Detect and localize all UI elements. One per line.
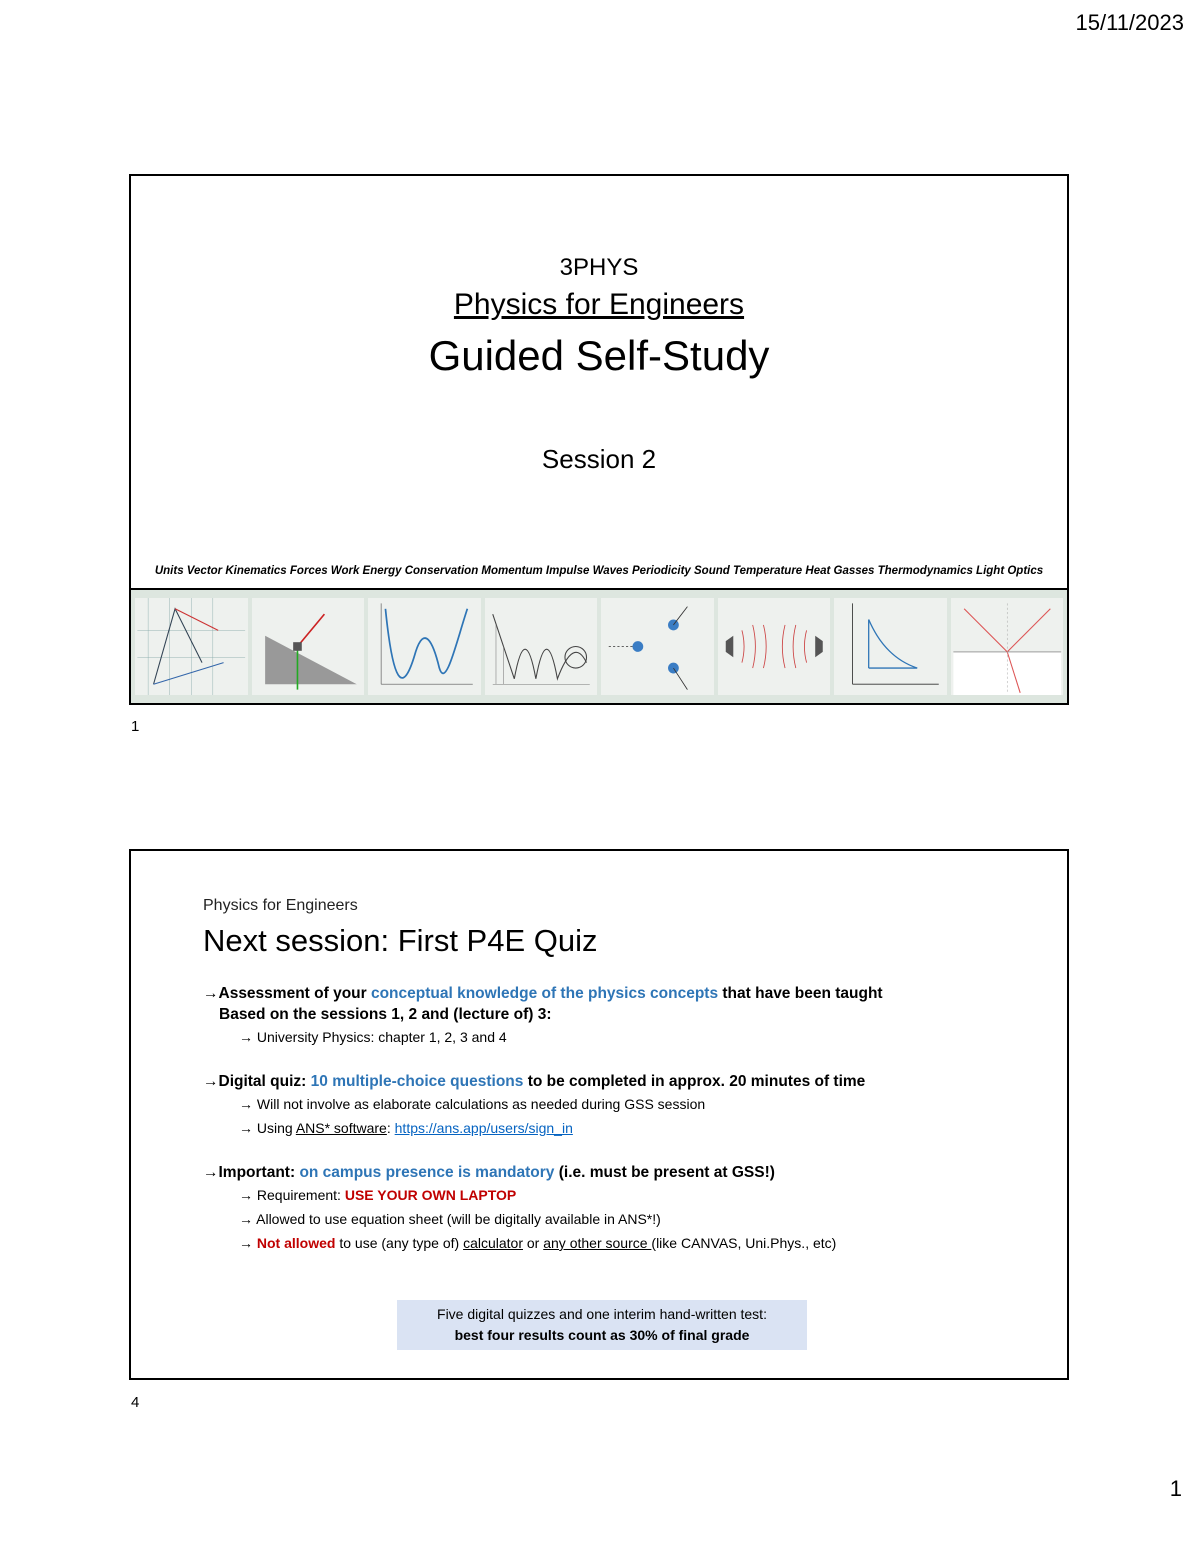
ans-sign-in-link[interactable]: https://ans.app/users/sign_in <box>394 1120 573 1136</box>
roller-coaster-diagram-image <box>485 598 598 695</box>
potential-energy-graph-image <box>368 598 481 695</box>
slide-title: Guided Self-Study <box>428 332 770 379</box>
slide-title: Next session: First P4E Quiz <box>203 923 598 958</box>
collision-diagram-image <box>601 598 714 695</box>
sub-bullet-ans-software: → Using ANS* software: https://ans.app/users/sign_in <box>239 1120 573 1136</box>
bullet-important: →Important: on campus presence is mandatory (i.e. must be present at GSS!) <box>203 1164 775 1181</box>
slide-2 <box>129 849 1069 1380</box>
grading-note-line-2: best four results count as 30% of final grade <box>454 1327 750 1343</box>
sound-wave-diagram-image <box>718 598 831 695</box>
print-date: 15/11/2023 <box>1075 10 1184 35</box>
sub-bullet-equation-sheet: → Allowed to use equation sheet (will be digitally available in ANS*!) <box>239 1211 661 1227</box>
illustration-strip <box>131 588 1067 703</box>
sub-bullet-chapters: → University Physics: chapter 1, 2, 3 and 4 <box>239 1029 507 1045</box>
grading-note-line-1: Five digital quizzes and one interim hand-written test: <box>437 1306 767 1322</box>
incline-force-diagram-image <box>252 598 365 695</box>
grading-note <box>397 1300 807 1350</box>
sub-bullet-not-allowed: → Not allowed to use (any type of) calculator or any other source (like CANVAS, Uni.Phys., etc) <box>239 1235 837 1251</box>
topics-line: Units Vector Kinematics Forces Work Energy Conservation Momentum Impulse Waves Periodicity Sound Temperature Heat Gasses Thermodynamics Light Optics <box>154 565 1044 577</box>
bullet-digital-quiz: →Digital quiz: 10 multiple-choice questions to be completed in approx. 20 minutes of time <box>203 1073 866 1090</box>
slide-kicker: Physics for Engineers <box>203 897 358 914</box>
refraction-diagram-image <box>951 598 1064 695</box>
bullet-assessment: →Assessment of your conceptual knowledge of the physics concepts that have been taught <box>203 985 883 1002</box>
session-label: Session 2 <box>541 444 657 474</box>
sub-bullet-calculations: → Will not involve as elaborate calculations as needed during GSS session <box>239 1096 706 1112</box>
slide-number-1: 1 <box>131 718 140 735</box>
pv-diagram-image <box>834 598 947 695</box>
vector-diagram-image <box>135 598 248 695</box>
course-code: 3PHYS <box>559 254 639 281</box>
sub-bullet-requirement: → Requirement: USE YOUR OWN LAPTOP <box>239 1187 517 1203</box>
course-subtitle: Physics for Engineers <box>453 288 745 321</box>
page-number: 1 <box>1169 1476 1182 1501</box>
bullet-assessment-continued: Based on the sessions 1, 2 and (lecture of) 3: <box>219 1006 552 1023</box>
slide-body <box>203 983 1033 1255</box>
slide-1 <box>129 174 1069 705</box>
slide-number-4: 4 <box>131 1394 140 1411</box>
